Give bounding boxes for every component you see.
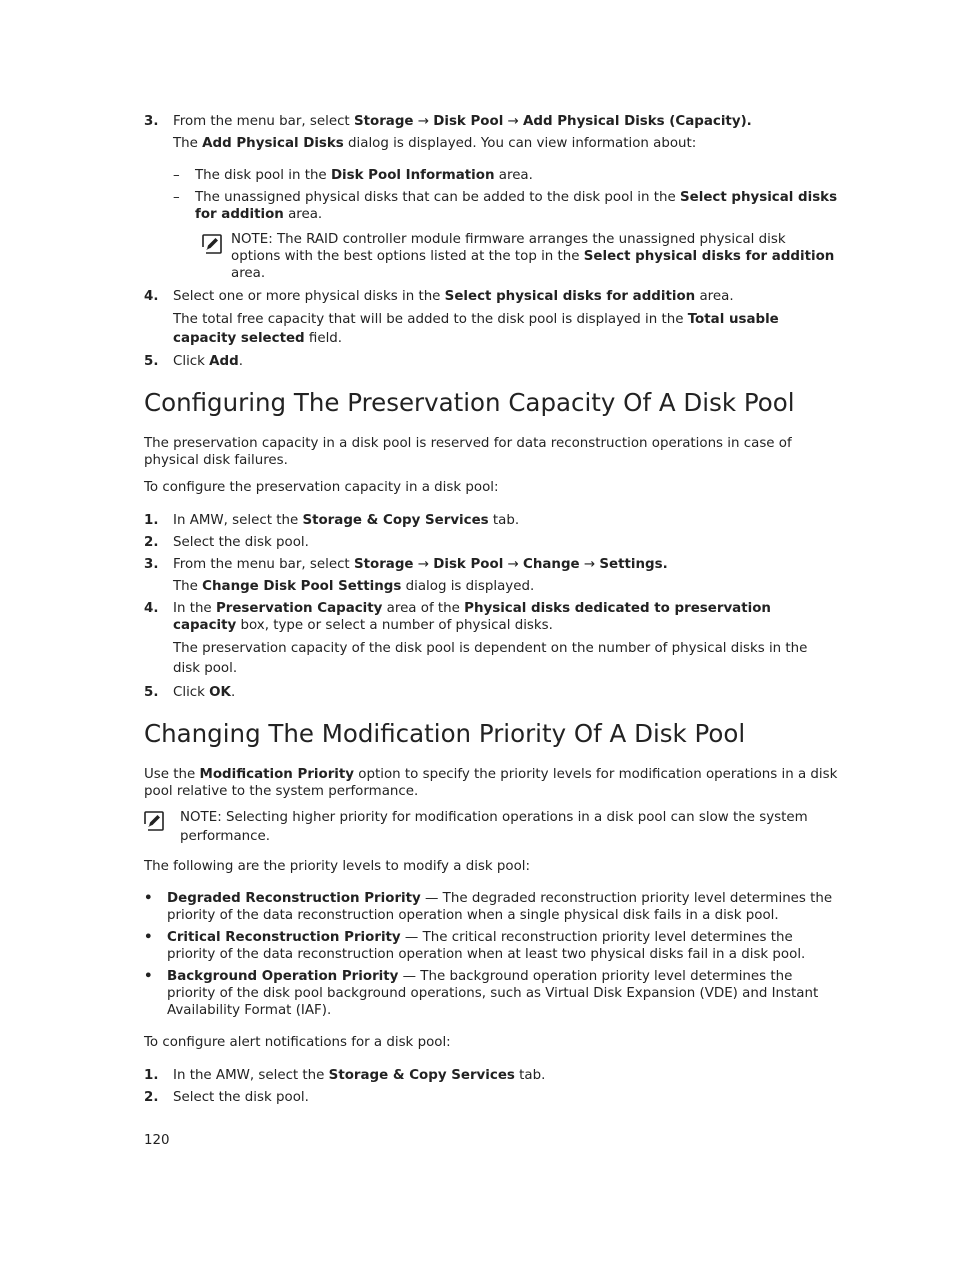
- step-3-add-disks: 3. From the menu bar, select Storage → Disk Pool → Add Physical Disks (Capacity).: [144, 114, 752, 129]
- step-5-click-ok: 5. Click OK.: [144, 685, 236, 700]
- heading-modification-priority: Changing The Modification Priority Of A Disk Pool: [144, 719, 746, 748]
- step-1-select-tab: 1. In AMW, select the Storage & Copy Services tab.: [144, 513, 520, 528]
- note-higher-priority: NOTE: Selecting higher priority for modification operations in a disk pool can slow the system performance.: [144, 808, 838, 846]
- paragraph-modification-intro: Use the Modification Priority option to specify the priority levels for modification operations in a disk pool relative to the system performance.: [144, 767, 838, 799]
- step-5-click-add: 5. Click Add.: [144, 354, 243, 369]
- paragraph-preservation-howto: To configure the preservation capacity in a disk pool:: [144, 480, 499, 495]
- note-firmware: NOTE: The RAID controller module firmware arranges the unassigned physical disk options with the best options listed at the top in the Select physical disks for addition area.: [144, 231, 838, 282]
- heading-preservation-capacity: Configuring The Preservation Capacity Of A Disk Pool: [144, 388, 795, 417]
- dash-item-disk-pool-info: – The disk pool in the Disk Pool Information area.: [173, 168, 533, 183]
- step-2-select-pool: 2. Select the disk pool.: [144, 535, 309, 550]
- step-3-description: The Add Physical Disks dialog is displayed. You can view information about:: [173, 136, 697, 151]
- step-1-amw-tab: 1. In the AMW, select the Storage & Copy Services tab.: [144, 1068, 546, 1083]
- list-item: • Degraded Reconstruction Priority — The degraded reconstruction priority level determines the priority of the data reconstruction operation when a single physical disk fails in a disk pool.: [144, 891, 833, 923]
- list-item: • Critical Reconstruction Priority — The critical reconstruction priority level determines the priority of the data reconstruction operation when at least two physical disks fail in a disk pool.: [144, 930, 806, 962]
- list-item: • Background Operation Priority — The background operation priority level determines the priority of the disk pool background operations, such as Virtual Disk Expansion (VDE) and Instant Availability Format (IAF).: [144, 969, 819, 1018]
- priority-level-list: [144, 890, 838, 1019]
- step-4-preservation-box: 4. In the Preservation Capacity area of the Physical disks dedicated to preservation capacity box, type or select a number of physical disks.: [144, 601, 771, 633]
- step-4-dependency-note: The preservation capacity of the disk pool is dependent on the number of physical disks in the disk pool.: [173, 641, 808, 676]
- pencil-note-icon: [144, 811, 164, 831]
- step-2-select-disk-pool: 2. Select the disk pool.: [144, 1090, 309, 1105]
- paragraph-preservation-intro: The preservation capacity in a disk pool is reserved for data reconstruction operations in case of physical disk failures.: [144, 436, 792, 468]
- paragraph-priority-levels: The following are the priority levels to modify a disk pool:: [144, 859, 531, 874]
- page-number: 120: [144, 1133, 170, 1148]
- paragraph-alert-notifications: To configure alert notifications for a disk pool:: [144, 1035, 451, 1050]
- document-page: [144, 113, 838, 1111]
- pencil-note-icon: [202, 234, 222, 254]
- step-3-menu-settings: 3. From the menu bar, select Storage → Disk Pool → Change → Settings.: [144, 557, 668, 572]
- step-4-description: The total free capacity that will be added to the disk pool is displayed in the Total usable capacity selected field.: [173, 312, 779, 346]
- dash-item-unassigned-disks: – The unassigned physical disks that can be added to the disk pool in the Select physical disks for addition area.: [173, 190, 838, 222]
- step-3-dialog-description: The Change Disk Pool Settings dialog is displayed.: [173, 579, 535, 594]
- step-4-select-disks: 4. Select one or more physical disks in the Select physical disks for addition area.: [144, 289, 734, 304]
